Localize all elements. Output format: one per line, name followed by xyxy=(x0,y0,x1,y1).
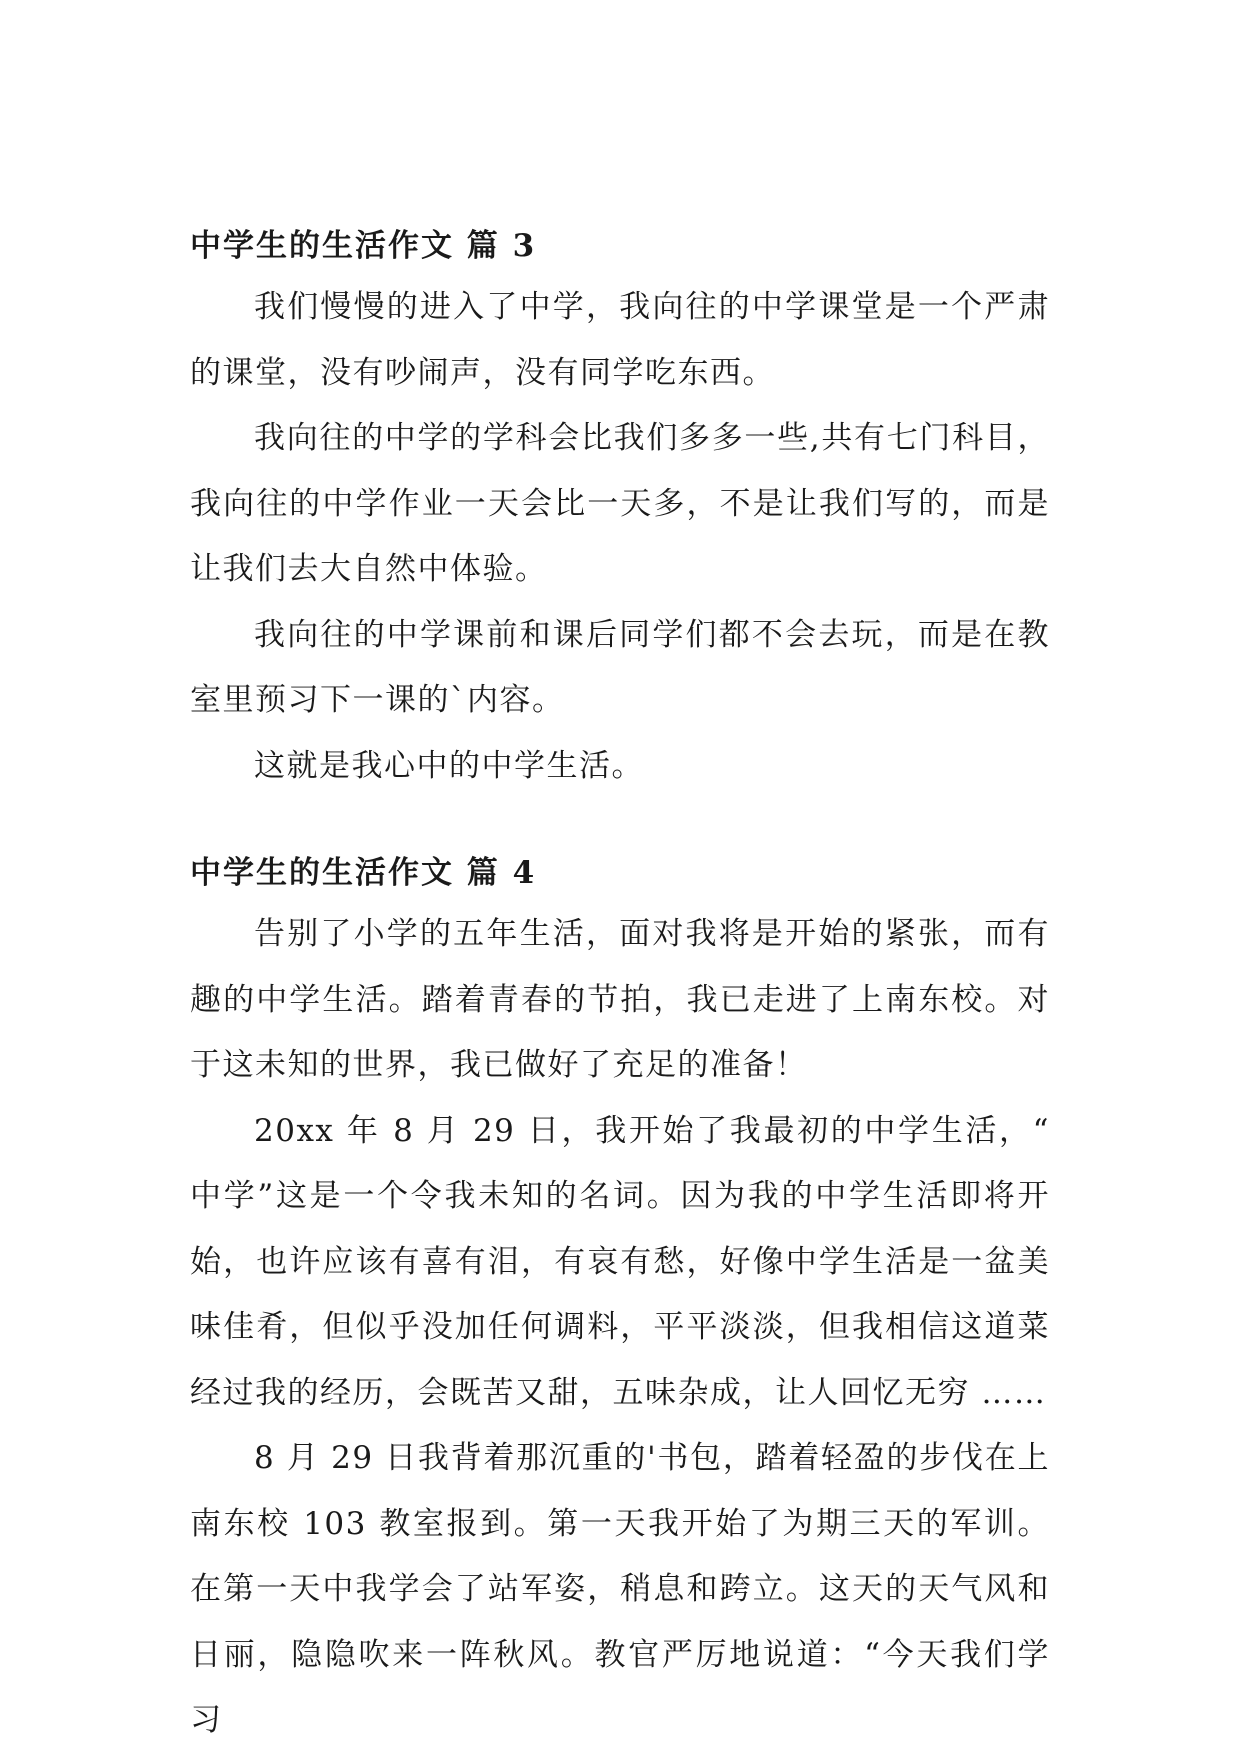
document-body xyxy=(190,220,1050,1754)
section-heading: 中学生的生活作文 篇 4 xyxy=(190,855,537,891)
essay-section-4 xyxy=(190,847,1050,1754)
paragraph: 8 月 29 日我背着那沉重的'书包，踏着轻盈的步伐在上南东校 103 教室报到。第一天我开始了为期三天的军训。在第一天中我学会了站军姿，稍息和跨立。这天的天气风和日丽，隐隐吹来一阵秋风。教官严厉地说道：“今天我们学习 xyxy=(190,1440,1050,1738)
essay-section-3 xyxy=(190,220,1050,799)
paragraph: 我向往的中学的学科会比我们多多一些,共有七门科目，我向往的中学作业一天会比一天多，不是让我们写的，而是让我们去大自然中体验。 xyxy=(190,420,1050,587)
paragraph: 20xx 年 8 月 29 日，我开始了我最初的中学生活，“ 中学”这是一个令我未知的名词。因为我的中学生活即将开始，也许应该有喜有泪，有哀有愁，好像中学生活是一盆美味佳肴，但似乎没加任何调料，平平淡淡，但我相信这道菜经过我的经历，会既苦又甜，五味杂成，让人回忆无穷 …… xyxy=(190,1112,1050,1411)
paragraph: 我向往的中学课前和课后同学们都不会去玩，而是在教室里预习下一课的`内容。 xyxy=(190,616,1050,718)
paragraph: 我们慢慢的进入了中学，我向往的中学课堂是一个严肃的课堂，没有吵闹声，没有同学吃东西。 xyxy=(190,289,1050,391)
section-heading: 中学生的生活作文 篇 3 xyxy=(190,228,537,264)
paragraph: 这就是我心中的中学生活。 xyxy=(254,747,644,784)
paragraph: 告别了小学的五年生活，面对我将是开始的紧张，而有趣的中学生活。踏着青春的节拍，我已走进了上南东校。对于这未知的世界，我已做好了充足的准备！ xyxy=(190,916,1050,1083)
